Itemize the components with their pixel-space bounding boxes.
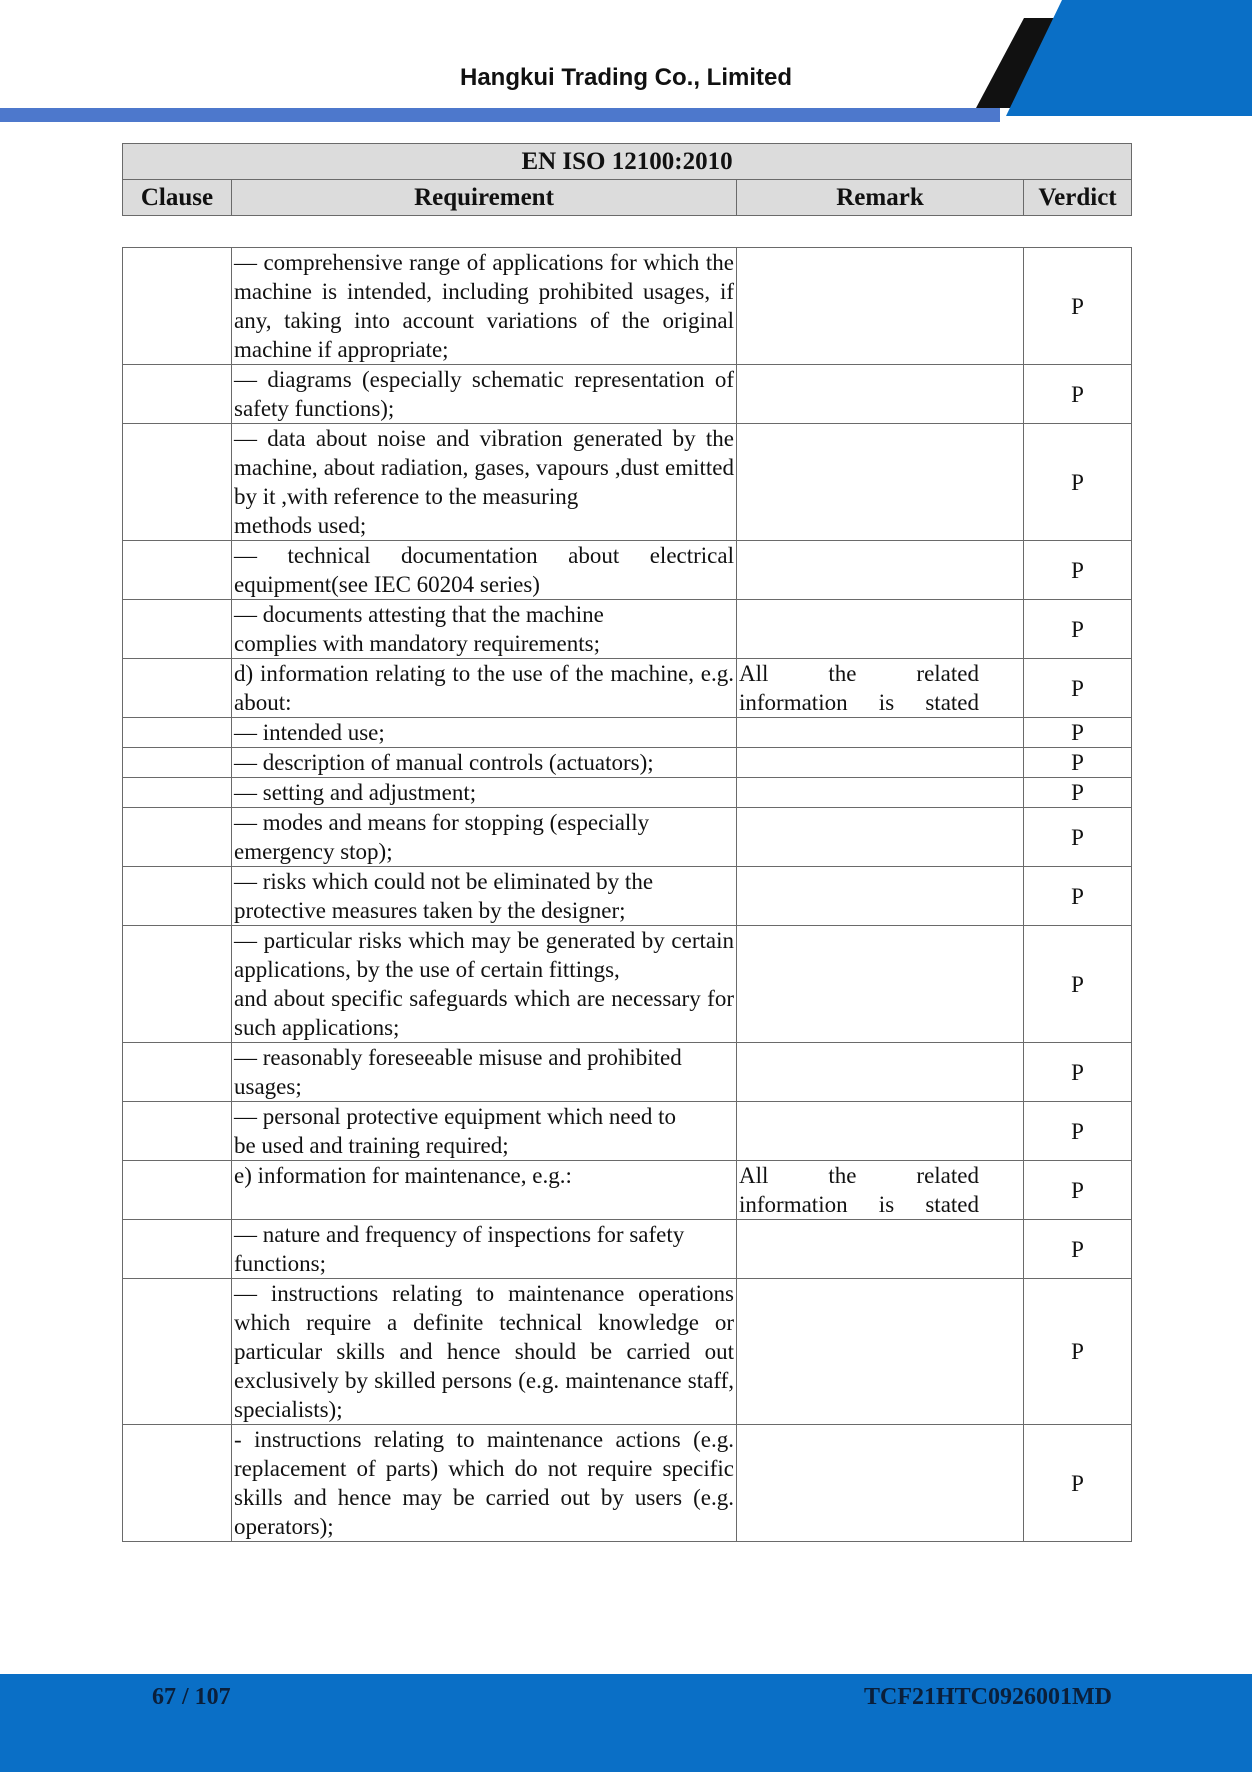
column-header-clause: Clause [123,180,232,216]
column-header-remark: Remark [737,180,1024,216]
table-row [123,600,1132,659]
requirement-text: d) information relating to the use of the machine, e.g. about: [234,661,734,715]
requirement-cell [232,748,737,778]
remark-cell [737,926,1024,1043]
column-header-verdict: Verdict [1024,180,1132,216]
header-bar [0,108,1000,122]
requirement-text: — personal protective equipment which need to [234,1104,676,1129]
requirement-text: — risks which could not be eliminated by the [234,869,654,894]
requirement-text: — nature and frequency of inspections for safety [234,1222,685,1247]
requirements-table [122,247,1132,1542]
requirement-cell [232,1102,737,1161]
remark-cell [737,365,1024,424]
verdict-cell: P [1024,1043,1132,1102]
requirement-cell [232,1279,737,1425]
requirement-text: — diagrams (especially schematic representation of safety functions); [234,367,734,421]
verdict-cell: P [1024,1161,1132,1220]
remark-text: All the related [739,1163,979,1188]
document-number: TCF21HTC0926001MD [864,1684,1112,1710]
remark-cell [737,248,1024,365]
clause-cell [123,1043,232,1102]
remark-cell [737,1043,1024,1102]
requirement-cell [232,248,737,365]
clause-cell [123,1220,232,1279]
requirement-text: e) information for maintenance, e.g.: [234,1163,572,1188]
table-row [123,1220,1132,1279]
requirement-cell [232,867,737,926]
remark-cell [737,424,1024,541]
clause-cell [123,541,232,600]
remark-text: information is stated [739,690,979,715]
verdict-cell: P [1024,867,1132,926]
remark-cell [737,600,1024,659]
verdict-cell: P [1024,248,1132,365]
requirement-text: — description of manual controls (actuators); [234,750,654,775]
table-row [123,541,1132,600]
remark-cell [737,718,1024,748]
requirement-text: methods used; [234,513,367,538]
requirement-text: protective measures taken by the designer; [234,898,626,923]
verdict-cell: P [1024,748,1132,778]
table-row [123,1043,1132,1102]
table-row [123,424,1132,541]
verdict-cell: P [1024,718,1132,748]
verdict-cell: P [1024,365,1132,424]
requirement-text: functions; [234,1251,326,1276]
clause-cell [123,778,232,808]
verdict-cell: P [1024,1425,1132,1542]
verdict-cell: P [1024,600,1132,659]
verdict-cell: P [1024,808,1132,867]
page-number: 67 / 107 [152,1684,231,1710]
requirement-cell [232,718,737,748]
requirement-text: — documents attesting that the machine [234,602,604,627]
remark-cell [737,778,1024,808]
requirement-cell [232,808,737,867]
clause-cell [123,867,232,926]
clause-cell [123,365,232,424]
table-row [123,1425,1132,1542]
requirement-text: — technical documentation about electrical equipment(see IEC 60204 series) [234,543,734,597]
clause-cell [123,424,232,541]
verdict-cell: P [1024,541,1132,600]
remark-cell [737,541,1024,600]
clause-cell [123,659,232,718]
standard-title: EN ISO 12100:2010 [123,144,1132,180]
verdict-cell: P [1024,926,1132,1043]
table-row [123,659,1132,718]
requirement-cell [232,1161,737,1220]
clause-cell [123,1425,232,1542]
verdict-cell: P [1024,778,1132,808]
header-logo-graphic [0,0,1252,125]
verdict-cell: P [1024,1220,1132,1279]
requirement-cell [232,1425,737,1542]
clause-cell [123,600,232,659]
verdict-cell: P [1024,424,1132,541]
remark-text: information is stated [739,1192,979,1217]
table-row [123,867,1132,926]
requirement-cell [232,541,737,600]
table-row [123,718,1132,748]
remark-cell [737,1220,1024,1279]
table-header [122,143,1132,216]
remark-cell [737,1161,1024,1220]
company-name: Hangkui Trading Co., Limited [459,64,792,91]
requirement-text: usages; [234,1074,302,1099]
table-row [123,926,1132,1043]
table-row [123,1102,1132,1161]
table-row [123,365,1132,424]
verdict-cell: P [1024,1102,1132,1161]
remark-cell [737,1279,1024,1425]
requirement-text: — modes and means for stopping (especially [234,810,650,835]
requirement-cell [232,365,737,424]
requirement-text: — instructions relating to maintenance operations which require a definite technical knowledge or particular skills and hence should be carried out exclusively by skilled persons (e.g. maintenance staff, specialists); [234,1281,734,1422]
clause-cell [123,718,232,748]
requirement-text: — reasonably foreseeable misuse and prohibited [234,1045,682,1070]
clause-cell [123,248,232,365]
table-row [123,248,1132,365]
requirement-text: — setting and adjustment; [234,780,477,805]
clause-cell [123,926,232,1043]
requirement-text: - instructions relating to maintenance actions (e.g. replacement of parts) which do not require specific skills and hence may be carried out by users (e.g. operators); [234,1427,734,1539]
table-row [123,1279,1132,1425]
requirement-cell [232,600,737,659]
remark-cell [737,659,1024,718]
clause-cell [123,1279,232,1425]
column-header-requirement: Requirement [232,180,737,216]
requirement-cell [232,424,737,541]
clause-cell [123,1102,232,1161]
verdict-cell: P [1024,659,1132,718]
requirement-text: — intended use; [234,720,385,745]
clause-cell [123,1161,232,1220]
remark-text: All the related [739,661,979,686]
remark-cell [737,1102,1024,1161]
requirement-cell [232,659,737,718]
requirement-text: emergency stop); [234,839,393,864]
remark-cell [737,748,1024,778]
requirement-text: complies with mandatory requirements; [234,631,600,656]
requirement-cell [232,1220,737,1279]
verdict-cell: P [1024,1279,1132,1425]
requirement-text: and about specific safeguards which are necessary for such applications; [234,986,734,1040]
requirement-cell [232,1043,737,1102]
requirement-text: — particular risks which may be generated by certain applications, by the use of certain fittings, [234,928,734,982]
table-row [123,1161,1132,1220]
requirement-cell [232,926,737,1043]
requirement-text: be used and training required; [234,1133,509,1158]
table-row [123,748,1132,778]
requirement-cell [232,778,737,808]
remark-cell [737,1425,1024,1542]
remark-cell [737,808,1024,867]
clause-cell [123,808,232,867]
requirement-text: — data about noise and vibration generated by the machine, about radiation, gases, vapours ,dust emitted by it ,with reference to the measuring [234,426,734,509]
table-row [123,808,1132,867]
clause-cell [123,748,232,778]
remark-cell [737,867,1024,926]
table-row [123,778,1132,808]
requirement-text: — comprehensive range of applications for which the machine is intended, including prohibited usages, if any, taking into account variations of the original machine if appropriate; [234,250,734,362]
